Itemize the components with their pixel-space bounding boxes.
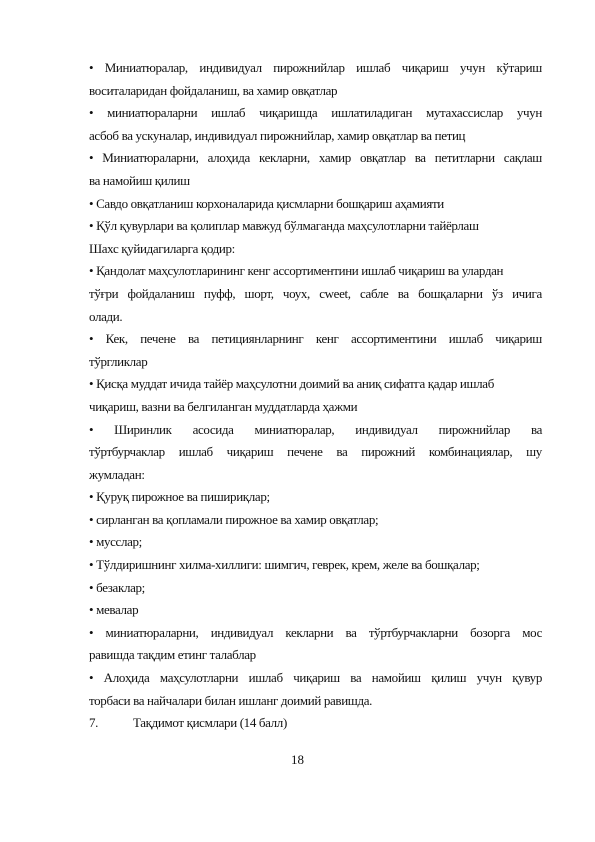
word: фойдаланиш [127,285,195,301]
word: маҳсулотларни [159,670,239,686]
word: қилиш [431,670,467,686]
word: чоух, [282,285,310,301]
word: петициянларнинг [211,331,304,347]
section-title: Тақдимот қисмлари (14 балл) [133,715,287,731]
word: қувур [512,670,542,686]
word: мос [522,624,542,640]
text-line-justified [89,147,542,170]
text-line: • Қўл қувурлари ва қолиплар мавжуд бўлмаганда маҳсулотларни тайёрлаш [89,218,479,234]
word: кўтариш [496,60,542,75]
word: ишлаб [448,331,483,347]
word: сweet, [319,285,351,301]
word: хамир [318,150,351,166]
text-line: чиқариш, вазни ва белгиланган муддатларда ҳажми [89,398,358,414]
word: ва [350,670,362,686]
word: Алоҳида [103,670,150,686]
word: ишлаб [248,670,283,686]
word: комбинациялар, [428,444,513,460]
word: • [89,421,94,437]
word: тўртбурчаклар [89,444,165,460]
word: учун [516,105,542,121]
word: ишлатиладиган [331,105,413,121]
word: чиқаришда [259,105,318,121]
word: тўғри [89,285,119,301]
word: Ширинлик [114,421,172,437]
text-line-justified [89,57,542,80]
word: ишлаб [356,60,391,75]
word: пирожнийлар [438,421,510,437]
text-line: • сирланган ва қопламали пирожное ва хамир овқатлар; [89,511,379,527]
word: ва [187,331,200,347]
text-line: • Қуруқ пирожное ва пишириқлар; [89,489,270,505]
word: Кек, [105,331,128,347]
word: ва [414,150,426,166]
text-line: • Қандолат маҳсулотларининг кенг ассортиментини ишлаб чиқариш ва улардан [89,263,504,279]
text-line: Шахс қуйидагиларга қодир: [89,240,235,256]
word: петитларни [434,150,495,166]
word: тўртбурчакларни [368,624,458,640]
text-line: • безаклар; [89,579,145,595]
text-line-justified [89,328,542,351]
word: Миниатюраларни, [102,150,199,166]
text-line-justified [89,419,542,442]
word: бошқаларни [418,285,483,301]
text-line-justified [89,441,542,464]
text-line: жумладан: [89,466,145,482]
word: пирожний [361,444,415,460]
text-line: • Тўлдиришнинг хилма-хиллиги: шимгич, геврек, крем, желе ва бошқалар; [89,557,480,573]
word: Миниатюралар, [104,60,188,75]
word: ишлаб [211,105,246,121]
word: чиқариш [226,444,274,460]
word: ва [397,285,409,301]
text-line: • Савдо овқатланиш корхоналарида қисмларни бошқариш аҳамияти [89,195,444,211]
text-line: торбаси ва найчалари билан ишланг доимий равишда. [89,692,373,708]
word: ичига [512,285,542,301]
word: намойиш [371,670,421,686]
word: овқатлар [359,150,406,166]
text-line: • мусслар; [89,534,142,550]
word: миниатюраларни [107,105,198,121]
word: шу [526,444,542,460]
word: миниатюраларни, [105,624,199,640]
text-line: олади. [89,308,123,324]
word: ассортиментини [350,331,437,347]
word: печене [140,331,176,347]
text-line-justified [89,283,542,306]
word: алоҳида [207,150,250,166]
document-body [89,57,542,735]
word: • [89,105,94,121]
word: кекларни [285,624,334,640]
word: ва [530,421,542,437]
word: чиқариш [293,670,340,686]
word: пуфф, [203,285,236,301]
word: кекларни, [258,150,310,166]
section-number: 7. [89,715,99,731]
text-line: ва намойиш қилиш [89,172,190,188]
text-line: воситаларидан фойдаланиш, ва хамир овқатлар [89,82,338,98]
word: сақлаш [503,150,542,166]
text-line-justified [89,667,542,690]
word: чиқариш [401,60,449,75]
word: • [89,624,94,640]
text-line: асбоб ва ускуналар, индивидуал пирожнийлар, хамир овқатлар ва петиц [89,127,466,143]
word: чиқариш [495,331,542,347]
page-number: 18 [291,752,304,767]
word: шорт, [244,285,274,301]
word: • [89,150,94,166]
word: ишлаб [178,444,213,460]
text-line-justified [89,102,542,125]
word: миниатюралар, [254,421,335,437]
word: пирожнийлар [273,60,345,75]
text-line: • мевалар [89,602,139,618]
word: индивидуал [355,421,418,437]
word: • [89,670,94,686]
word: ўз [491,285,503,301]
text-line: тўргликлар [89,353,148,369]
word: асосида [192,421,234,437]
section-heading [89,712,542,735]
text-line: равишда тақдим етинг талаблар [89,647,256,663]
word: ва [345,624,357,640]
word: мутахассислар [426,105,503,121]
word: учун [476,670,502,686]
text-line: • Қисқа муддат ичида тайёр маҳсулотни доимий ва аниқ сифатга қадар ишлаб [89,376,494,392]
word: • [89,331,94,347]
word: кенг [315,331,339,347]
word: ва [336,444,348,460]
word: • [89,60,94,75]
word: учун [459,60,485,75]
word: бозорга [470,624,510,640]
word: печене [287,444,323,460]
word: сабле [359,285,389,301]
text-line-justified [89,622,542,645]
word: индивидуал [199,60,262,75]
word: индивидуал [210,624,274,640]
